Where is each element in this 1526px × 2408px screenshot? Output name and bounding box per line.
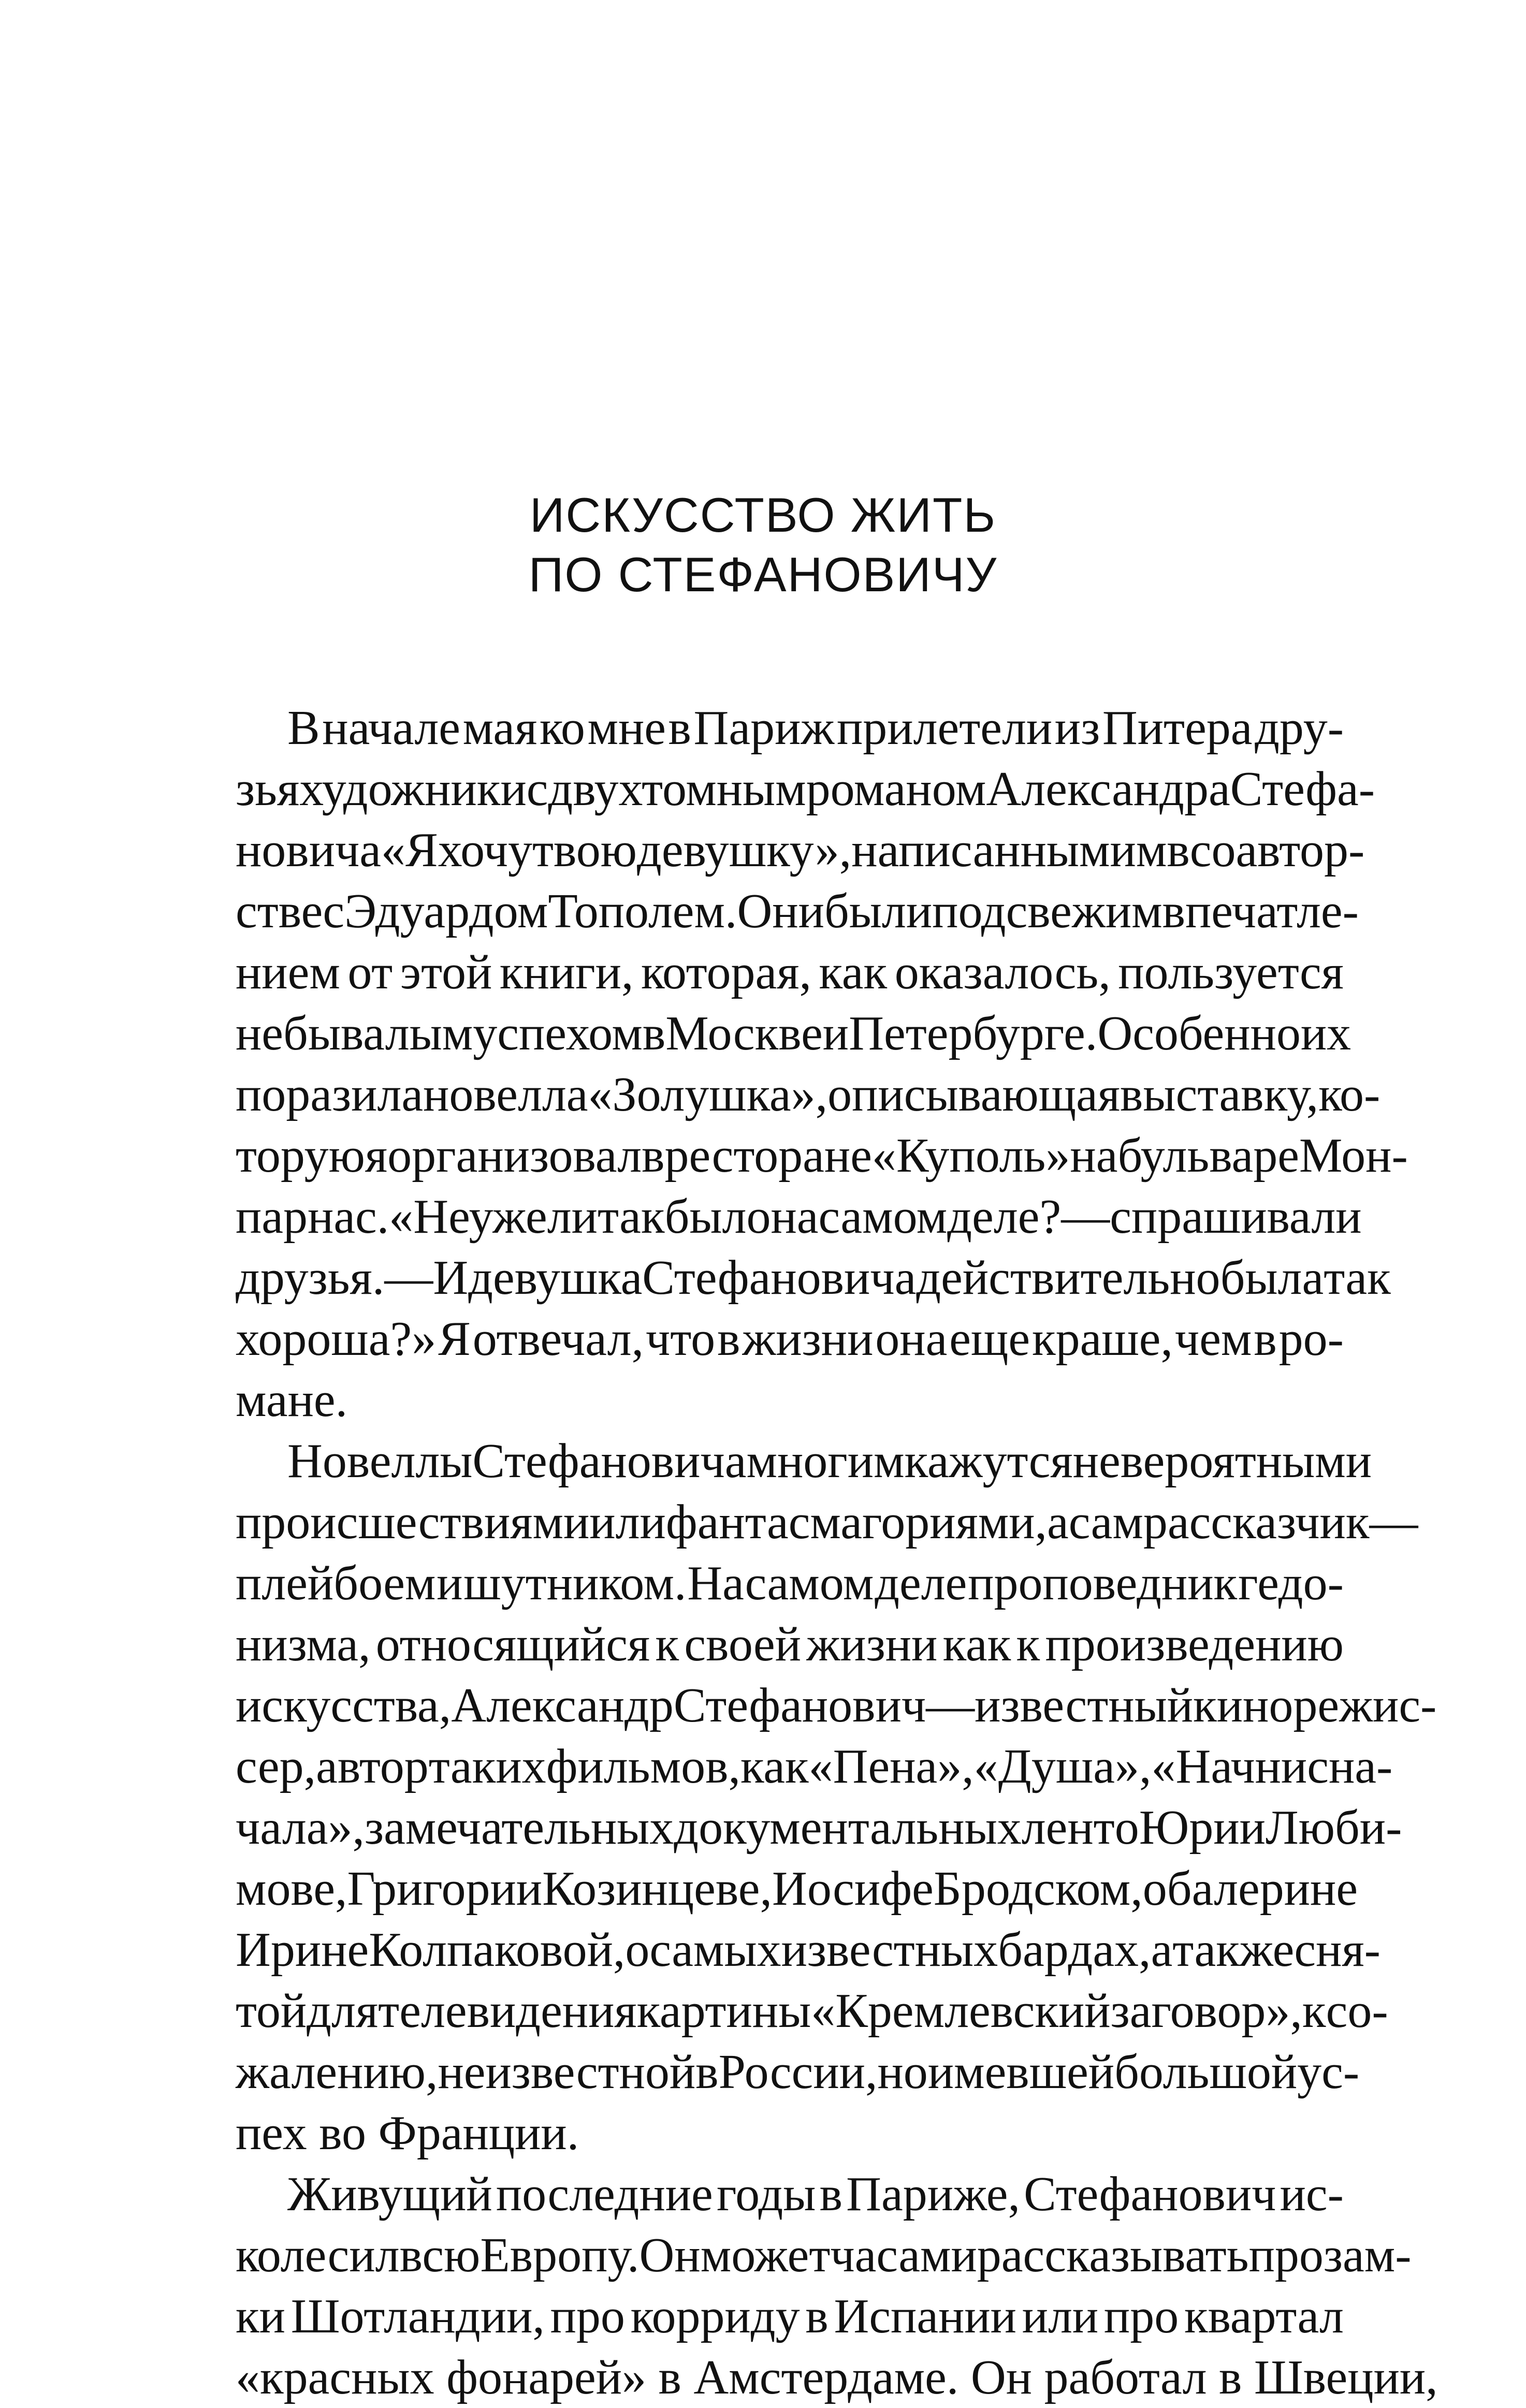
text-line: Живущий последние годы в Париже, Стефанович ис- bbox=[287, 2167, 1344, 2221]
chapter-title-line-2: ПО СТЕФАНОВИЧУ bbox=[528, 547, 998, 602]
text-line: пех во Франции. bbox=[236, 2106, 579, 2160]
text-line: друзья. — И девушка Стефановича действительно была так bbox=[236, 1251, 1391, 1305]
text-line: искусства, Александр Стефанович — известный кинорежис- bbox=[236, 1679, 1437, 1732]
text-line: небывалым успехом в Москве и Петербурге. Особенно их bbox=[236, 1006, 1351, 1060]
text-line: колесил всю Европу. Он может часами рассказывать про зам- bbox=[236, 2228, 1412, 2282]
text-line: мане. bbox=[236, 1373, 348, 1427]
text-line: торую я организовал в ресторане «Куполь» на бульваре Мон- bbox=[236, 1129, 1408, 1183]
text-line: новича «Я хочу твою девушку», написанным им в соавтор- bbox=[236, 823, 1365, 877]
text-line: поразила новелла «Золушка», описывающая выставку, ко- bbox=[236, 1068, 1380, 1121]
text-line: низма, относящийся к своей жизни как к произведению bbox=[236, 1617, 1344, 1671]
text-line: зья художники с двухтомным романом Александра Стефа- bbox=[236, 762, 1375, 816]
text-line: «красных фонарей» в Амстердаме. Он работал в Швеции, bbox=[236, 2351, 1438, 2404]
text-line: той для телевидения картины «Кремлевский заговор», к со- bbox=[236, 1984, 1388, 2038]
text-line: Новеллы Стефановича многим кажутся невероятными bbox=[287, 1434, 1372, 1488]
text-line: происшествиями или фантасмагориями, а сам рассказчик — bbox=[236, 1495, 1418, 1549]
text-line: Ирине Колпаковой, о самых известных бардах, а также сня- bbox=[236, 1923, 1380, 1977]
text-line: чала», замечательных документальных лент о Юрии Люби- bbox=[236, 1801, 1402, 1855]
text-line: ки Шотландии, про корриду в Испании или про квартал bbox=[236, 2289, 1344, 2343]
text-line: хороша?» Я отвечал, что в жизни она еще краше, чем в ро- bbox=[236, 1312, 1344, 1366]
text-line: плейбоем и шутником. На самом деле проповедник гедо- bbox=[236, 1556, 1344, 1610]
text-line: жалению, неизвестной в России, но имевшей большой ус- bbox=[236, 2045, 1360, 2099]
chapter-title-line-1: ИСКУССТВО ЖИТЬ bbox=[529, 488, 997, 542]
text-line: В начале мая ко мне в Париж прилетели из Питера дру- bbox=[287, 701, 1344, 755]
text-line: парнас. «Неужели так было на самом деле? — спрашивали bbox=[236, 1190, 1362, 1244]
text-line: сер, автор таких фильмов, как «Пена», «Душа», «Начни сна- bbox=[236, 1740, 1393, 1793]
text-line: стве с Эдуардом Тополем. Они были под свежим впечатле- bbox=[236, 884, 1359, 938]
text-line: мове, Григории Козинцеве, Иосифе Бродском, о балерине bbox=[236, 1862, 1358, 1916]
text-line: нием от этой книги, которая, как оказалось, пользуется bbox=[236, 945, 1344, 999]
